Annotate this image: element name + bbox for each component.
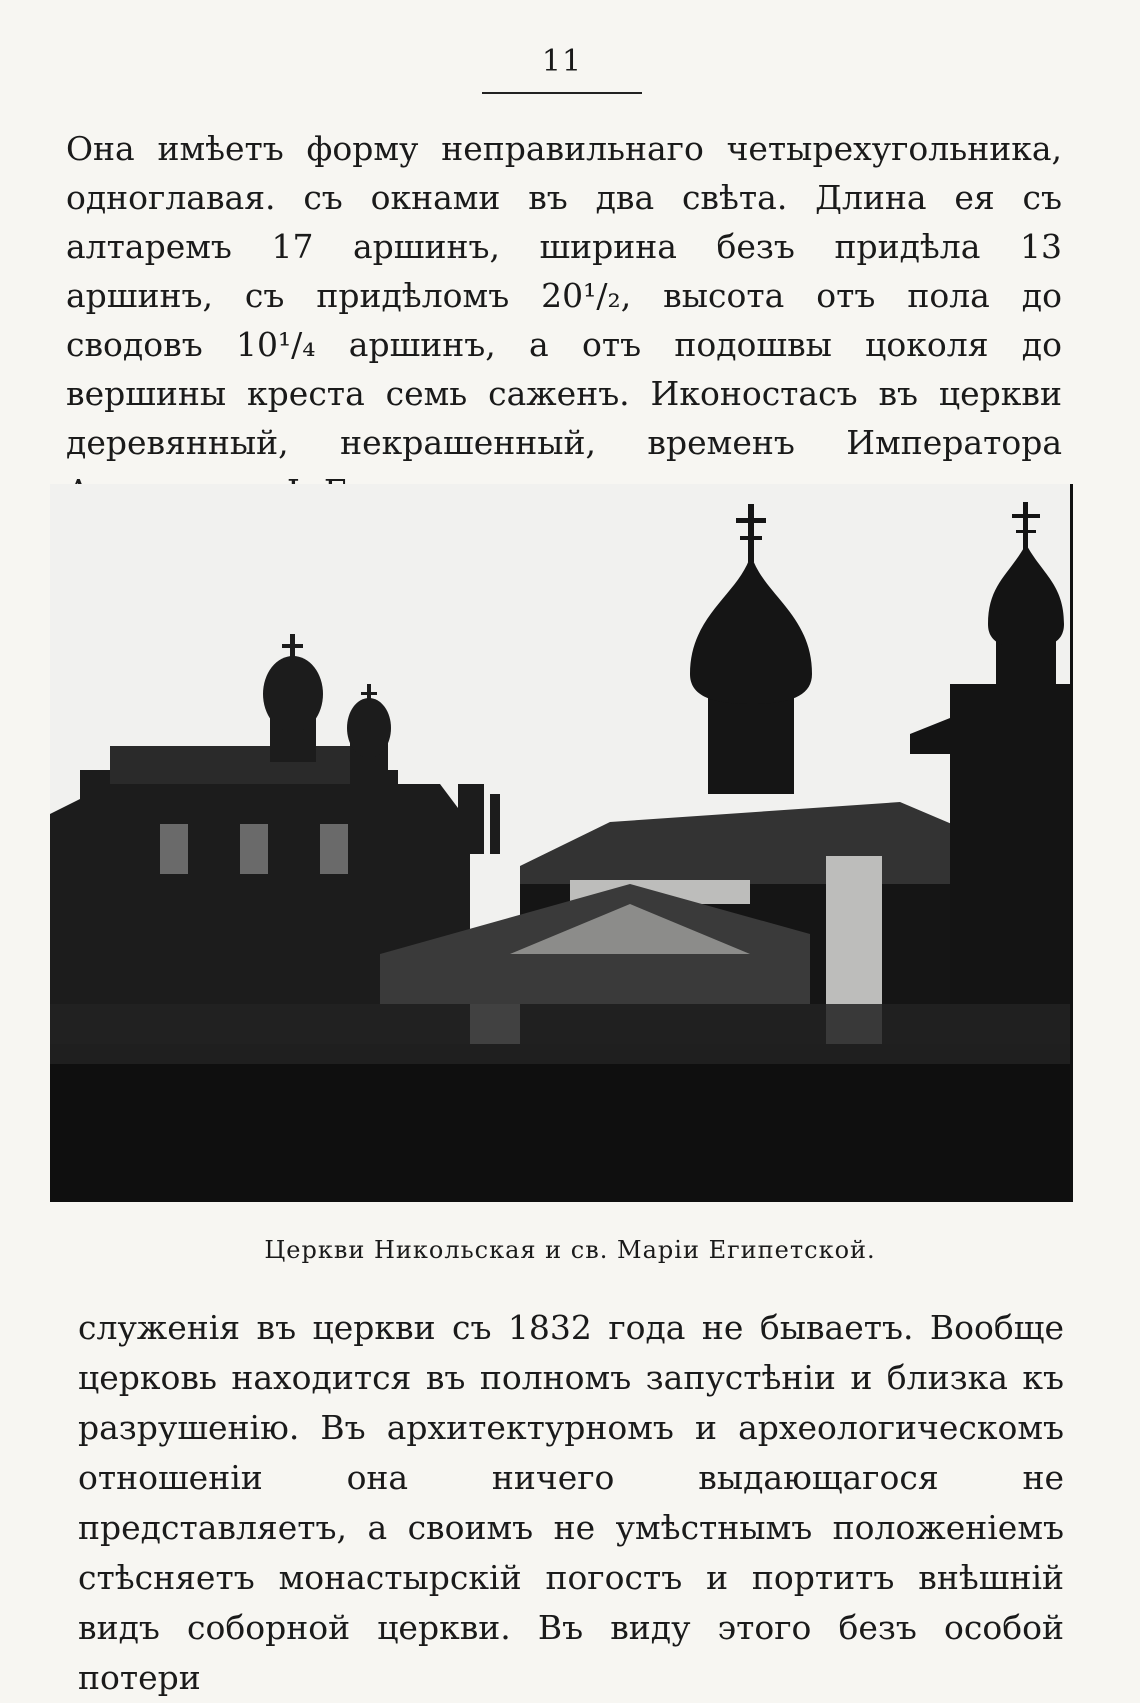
page-number-rule (482, 92, 642, 94)
church-photograph (50, 484, 1073, 1202)
church-photo-illustration (50, 484, 1070, 1202)
body-paragraph-top: Она имѣетъ форму неправильнаго четырехугольника, одноглавая. съ окнами въ два свѣта. Длина ея съ алтаремъ 17 аршинъ, ширина безъ придѣла 13 аршинъ, съ придѣломъ 20¹/₂, высота отъ пола до сводовъ 10¹/₄ аршинъ, а отъ подошвы цоколя до вершины креста семь саженъ. Иконостасъ въ церкви деревянный, некрашенный, временъ Императора (66, 129, 1062, 462)
figure-caption: Церкви Никольская и св. Маріи Египетской. (264, 1236, 876, 1264)
page-number: 11 (541, 44, 583, 79)
foreground-ground (50, 1044, 1070, 1202)
body-paragraph-bottom: служенія въ церкви съ 1832 года не бываетъ. Вообще церковь находится въ полномъ запустѣніи и близка къ разрушенію. Въ архитектурномъ и археологическомъ отношеніи она ничего выдающагося не представляетъ, а своимъ не умѣстнымъ положеніемъ стѣсняетъ монастырскій погостъ и портитъ внѣшній видъ соборной церкви. Въ виду этого безъ особой потери (78, 1308, 1064, 1697)
